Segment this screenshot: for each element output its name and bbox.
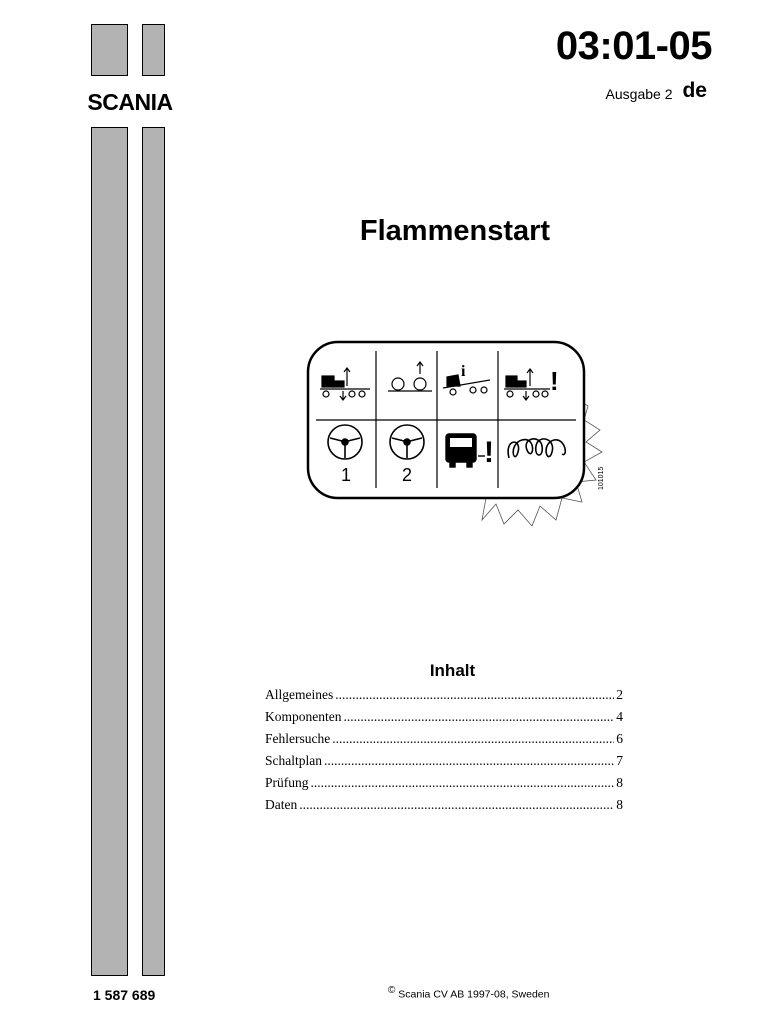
side-bar-left [91,127,128,976]
toc-page: 2 [616,687,623,702]
toc-label: Komponenten [265,709,342,724]
copyright-symbol: © [388,985,396,996]
figure-code: 101015 [598,466,605,490]
svg-text:!: ! [550,366,559,396]
copyright-text: Scania CV AB 1997-08, Sweden [398,988,550,1001]
toc-page: 4 [616,709,623,724]
toc-leader [311,772,615,794]
svg-text:!: ! [484,436,494,469]
toc-leader [335,684,614,706]
edition-label: Ausgabe 2 [605,86,673,102]
side-bar-right [142,127,165,976]
toc-leader [299,794,614,816]
truck-front-warning-icon [446,434,494,469]
toc-page: 7 [616,753,623,768]
part-number: 1 587 689 [93,987,156,1003]
toc-page: 8 [616,775,623,790]
scania-logo: SCANIA [66,89,194,115]
toc-label: Allgemeines [265,687,334,702]
steering-wheel-2-label: 2 [402,465,413,485]
svg-text:i: i [461,363,466,380]
toc-item-fehlersuche[interactable] [265,728,623,750]
toc-label: Schaltplan [265,753,322,768]
toc-item-pruefung[interactable] [265,772,623,794]
edition-info [606,80,707,105]
toc-item-allgemeines[interactable] [265,684,623,706]
document-number: 03:01-05 [555,24,712,68]
toc-item-daten[interactable] [265,794,623,816]
side-bar-top-left [91,24,128,76]
copyright [388,982,549,1004]
page-title: Flammenstart [359,215,551,247]
side-bar-top-right [142,24,165,76]
toc-item-komponenten[interactable] [265,706,623,728]
toc-heading: Inhalt [429,661,476,680]
toc-leader [324,750,614,772]
toc-page: 6 [616,731,623,746]
language-code: de [682,79,707,102]
toc-item-schaltplan[interactable] [265,750,623,772]
table-of-contents [265,684,623,816]
toc-leader [344,706,615,728]
toc-page: 8 [616,797,623,812]
toc-label: Prüfung [265,775,309,790]
symbol-panel-figure [300,334,620,534]
toc-label: Fehlersuche [265,731,331,746]
steering-wheel-1-label: 1 [341,465,352,485]
toc-label: Daten [265,797,298,812]
toc-leader [332,728,614,750]
